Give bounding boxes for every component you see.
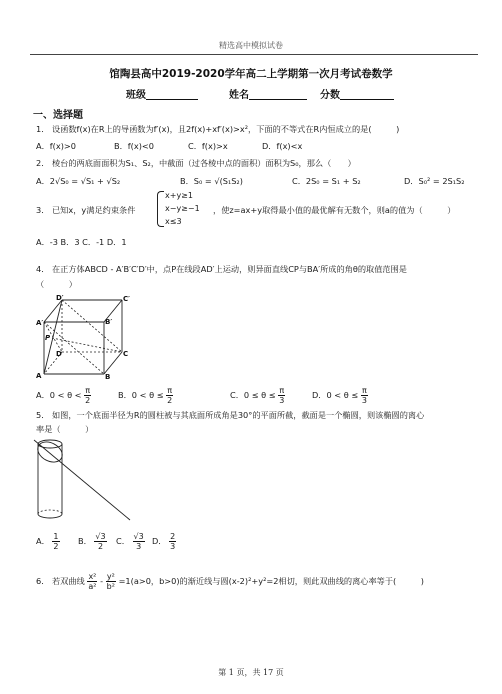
- q1-option-d[interactable]: D．f(x)<x: [262, 141, 303, 151]
- label-a-prime: A′: [36, 319, 44, 327]
- q1-option-b[interactable]: B．f(x)<0: [114, 141, 154, 151]
- q4-b-fraction: $\frac{\pi}{2}$: [167, 386, 173, 405]
- q4-a-fraction: $\frac{\pi}{2}$: [85, 386, 91, 405]
- question-3-prefix: 3． 已知x，y满足约束条件: [36, 205, 136, 215]
- q2-option-a[interactable]: A．2√S₀ = √S₁ + √S₂: [36, 176, 121, 186]
- page-footer: 第 1 页，共 17 页: [218, 668, 284, 677]
- name-label: 姓名: [229, 90, 249, 101]
- header-divider: [30, 54, 478, 55]
- cylinder-figure: [30, 438, 136, 524]
- label-c-prime: C′: [123, 295, 130, 303]
- name-blank[interactable]: [249, 90, 307, 100]
- q4-option-a[interactable]: A．0 < θ < $\frac{\pi}{2}$: [36, 386, 91, 405]
- q5-option-b[interactable]: B． $\frac{√3}{2}$: [78, 532, 106, 551]
- label-b: B: [105, 373, 111, 380]
- question-5-line-1: 5． 如图，一个底面半径为R的圆柱被与其底面所成角是30°的平面所截，截面是一个椭圆，则该椭圆的离心: [36, 410, 425, 420]
- q4-d-fraction: $\frac{\pi}{3}$: [361, 386, 367, 405]
- q3-options[interactable]: A．-3 B．3 C．-1 D．1: [36, 237, 127, 247]
- question-4-paren: （ ）: [36, 279, 77, 289]
- question-2: 2． 棱台的两底面面积为S₁、S₂，中截面（过各棱中点的面积）面积为S₀，那么（ ）: [36, 158, 356, 168]
- score-field[interactable]: [320, 86, 394, 101]
- constraint-3: x≤3: [165, 217, 182, 226]
- q5-option-c[interactable]: C． $\frac{√3}{3}$: [116, 532, 144, 551]
- q4-c-fraction: $\frac{\pi}{3}$: [279, 386, 285, 405]
- q2-option-b[interactable]: B．S₀ = √(S₁S₂): [180, 176, 243, 186]
- name-field[interactable]: [229, 86, 307, 101]
- q2-option-d[interactable]: D．S₀² = 2S₁S₂: [404, 176, 465, 186]
- q5-option-a[interactable]: A． $\frac{1}{2}$: [36, 532, 59, 551]
- q6-x-fraction: $\frac{\text{x²}}{\text{a²}}$: [88, 572, 97, 591]
- question-5-line-2: 率是（ ）: [36, 424, 94, 434]
- cube-figure: [34, 292, 139, 380]
- constraint-brace: [157, 191, 164, 227]
- question-1: 1． 设函数f(x)在R上的导函数为f′(x)，且2f(x)+xf′(x)>x²，下面的不等式在R内恒成立的是( ): [36, 124, 400, 134]
- q5-a-fraction: $\frac{1}{2}$: [53, 532, 59, 551]
- q4-option-b[interactable]: B．0 < θ ≤ $\frac{\pi}{2}$: [118, 386, 173, 405]
- score-blank[interactable]: [340, 90, 394, 100]
- q5-d-fraction: $\frac{2}{3}$: [170, 532, 176, 551]
- class-blank[interactable]: [146, 90, 198, 100]
- section-heading: 一、选择题: [33, 110, 83, 121]
- label-c: C: [123, 350, 129, 358]
- score-label: 分数: [320, 90, 340, 101]
- question-4: 4． 在正方体ABCD - A′B′C′D′中，点P在线段AD′上运动，则异面直线CP与BA′所成的角θ的取值范围是: [36, 264, 407, 274]
- page-header: 精选高中模拟试卷: [219, 41, 283, 50]
- class-field[interactable]: [126, 86, 198, 101]
- label-d: D: [56, 350, 62, 358]
- q5-option-d[interactable]: D． $\frac{2}{3}$: [152, 532, 176, 551]
- question-3-suffix: ，使z=ax+y取得最小值的最优解有无数个，则a的值为（ ）: [213, 205, 456, 215]
- q2-option-c[interactable]: C．2S₀ = S₁ + S₂: [292, 176, 361, 186]
- exam-title: 馆陶县高中2019-2020学年高二上学期第一次月考试卷数学: [109, 68, 393, 80]
- question-6: 6． 若双曲线 $\frac{\text{x²}}{\text{a²}}$ - $\frac{\text{y²}}{\text{b²}}$ =1(a>0，b>0)的渐近线与圆(x-2)²+y²=2相切，则此双曲线的离心率等于( ): [36, 572, 424, 591]
- q4-option-d[interactable]: D．0 < θ ≤ $\frac{\pi}{3}$: [312, 386, 367, 405]
- constraint-2: x−y≥−1: [165, 204, 200, 213]
- label-b-prime: B′: [105, 318, 113, 326]
- q5-b-fraction: $\frac{√3}{2}$: [95, 532, 106, 551]
- class-label: 班级: [126, 90, 146, 101]
- label-d-prime: D′: [56, 294, 64, 302]
- q5-c-fraction: $\frac{√3}{3}$: [133, 532, 144, 551]
- q1-option-c[interactable]: C．f(x)>x: [188, 141, 228, 151]
- q1-option-a[interactable]: A．f(x)>0: [36, 141, 76, 151]
- label-p: P: [45, 334, 51, 342]
- q4-option-c[interactable]: C．0 ≤ θ ≤ $\frac{\pi}{3}$: [230, 386, 285, 405]
- label-a: A: [36, 372, 42, 380]
- q6-y-fraction: $\frac{\text{y²}}{\text{b²}}$: [106, 572, 115, 591]
- constraint-1: x+y≥1: [165, 191, 193, 200]
